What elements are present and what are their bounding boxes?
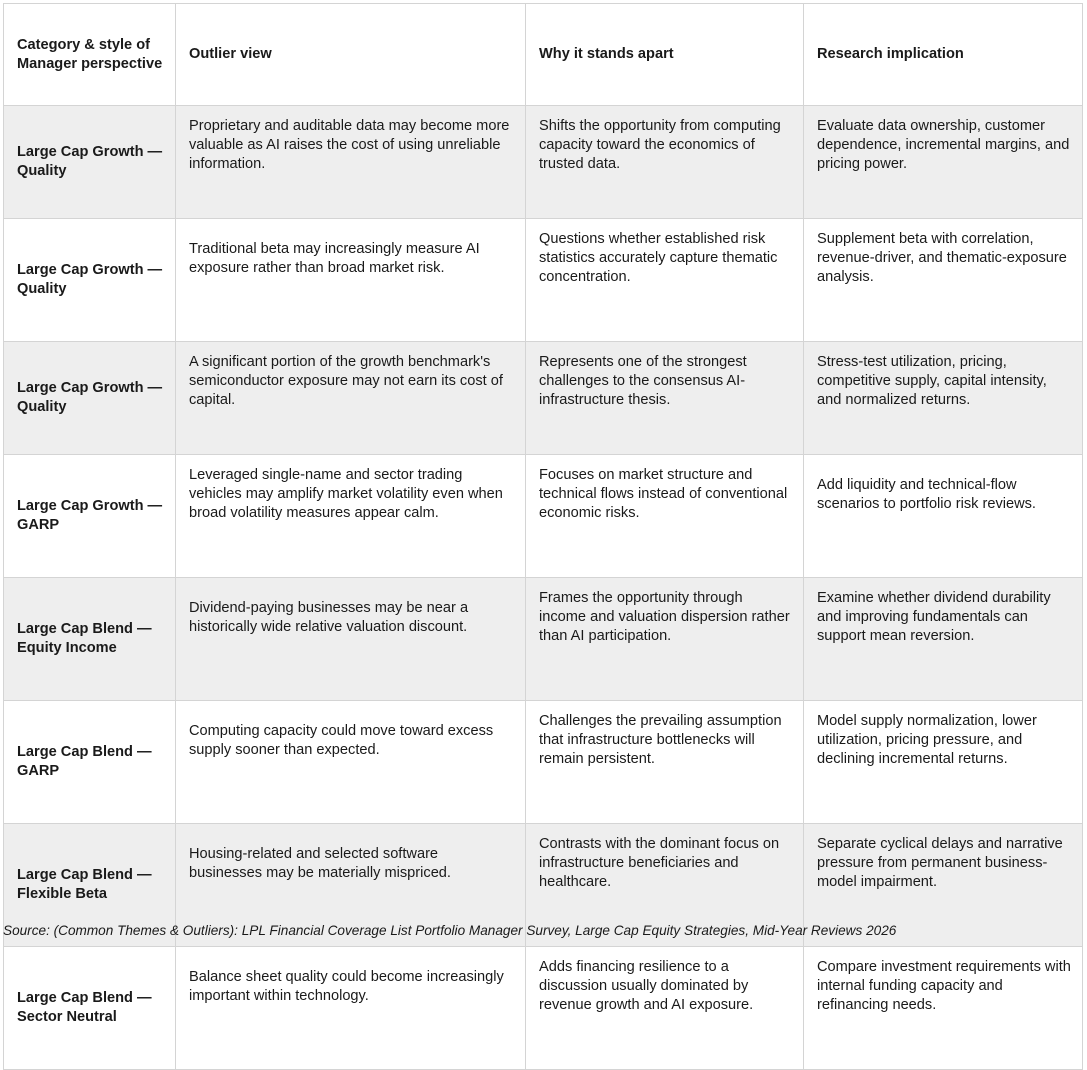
category-cell: Large Cap Blend — Sector Neutral [4,947,176,1070]
header-category: Category & style of Manager perspective [4,4,176,106]
category-cell: Large Cap Blend — Equity Income [4,578,176,701]
outlier-view-cell: Dividend-paying businesses may be near a historically wide relative valuation discount. [176,578,526,701]
outlier-views-table [3,3,1083,1070]
why-it-stands-apart-cell: Challenges the prevailing assumption that infrastructure bottlenecks will remain persistent. [526,701,804,824]
outlier-view-cell: A significant portion of the growth benchmark's semiconductor exposure may not earn its cost of capital. [176,342,526,455]
table-row [4,219,1083,342]
header-research-implication: Research implication [804,4,1083,106]
table-header [4,4,1083,106]
table-row [4,342,1083,455]
why-it-stands-apart-cell: Shifts the opportunity from computing capacity toward the economics of trusted data. [526,106,804,219]
header-row [4,4,1083,106]
outlier-view-cell: Balance sheet quality could become increasingly important within technology. [176,947,526,1070]
table-row [4,578,1083,701]
why-it-stands-apart-cell: Questions whether established risk statistics accurately capture thematic concentration. [526,219,804,342]
why-it-stands-apart-cell: Contrasts with the dominant focus on infrastructure beneficiaries and healthcare. [526,824,804,947]
header-outlier-view: Outlier view [176,4,526,106]
research-implication-cell: Examine whether dividend durability and improving fundamentals can support mean reversion. [804,578,1083,701]
outlier-view-cell: Leveraged single-name and sector trading vehicles may amplify market volatility even when broad volatility measures appear calm. [176,455,526,578]
header-why-it-stands-apart: Why it stands apart [526,4,804,106]
why-it-stands-apart-cell: Adds financing resilience to a discussion usually dominated by revenue growth and AI exposure. [526,947,804,1070]
why-it-stands-apart-cell: Represents one of the strongest challenges to the consensus AI-infrastructure thesis. [526,342,804,455]
category-cell: Large Cap Growth — GARP [4,455,176,578]
research-implication-cell: Model supply normalization, lower utilization, pricing pressure, and declining incremental returns. [804,701,1083,824]
research-implication-cell: Evaluate data ownership, customer dependence, incremental margins, and pricing power. [804,106,1083,219]
source-note: Source: (Common Themes & Outliers): LPL Financial Coverage List Portfolio Manager Survey, Large Cap Equity Strategies, Mid-Year Reviews 2026 [3,923,897,938]
research-implication-cell: Compare investment requirements with internal funding capacity and refinancing needs. [804,947,1083,1070]
research-implication-cell: Supplement beta with correlation, revenue-driver, and thematic-exposure analysis. [804,219,1083,342]
outlier-view-cell: Computing capacity could move toward excess supply sooner than expected. [176,701,526,824]
research-implication-cell: Separate cyclical delays and narrative pressure from permanent business-model impairment. [804,824,1083,947]
outlier-view-cell: Proprietary and auditable data may become more valuable as AI raises the cost of using unreliable information. [176,106,526,219]
outlier-view-cell: Housing-related and selected software businesses may be materially mispriced. [176,824,526,947]
table-row [4,455,1083,578]
outlier-view-cell: Traditional beta may increasingly measure AI exposure rather than broad market risk. [176,219,526,342]
outlier-views-table-container [3,3,1082,1070]
table-row [4,106,1083,219]
table-row [4,947,1083,1070]
table-row [4,701,1083,824]
category-cell: Large Cap Growth —Quality [4,219,176,342]
category-cell: Large Cap Growth —Quality [4,342,176,455]
category-cell: Large Cap Blend — GARP [4,701,176,824]
why-it-stands-apart-cell: Focuses on market structure and technical flows instead of conventional economic risks. [526,455,804,578]
research-implication-cell: Add liquidity and technical-flow scenarios to portfolio risk reviews. [804,455,1083,578]
research-implication-cell: Stress-test utilization, pricing, competitive supply, capital intensity, and normalized returns. [804,342,1083,455]
category-cell: Large Cap Growth — Quality [4,106,176,219]
category-cell: Large Cap Blend — Flexible Beta [4,824,176,947]
why-it-stands-apart-cell: Frames the opportunity through income and valuation dispersion rather than AI participation. [526,578,804,701]
